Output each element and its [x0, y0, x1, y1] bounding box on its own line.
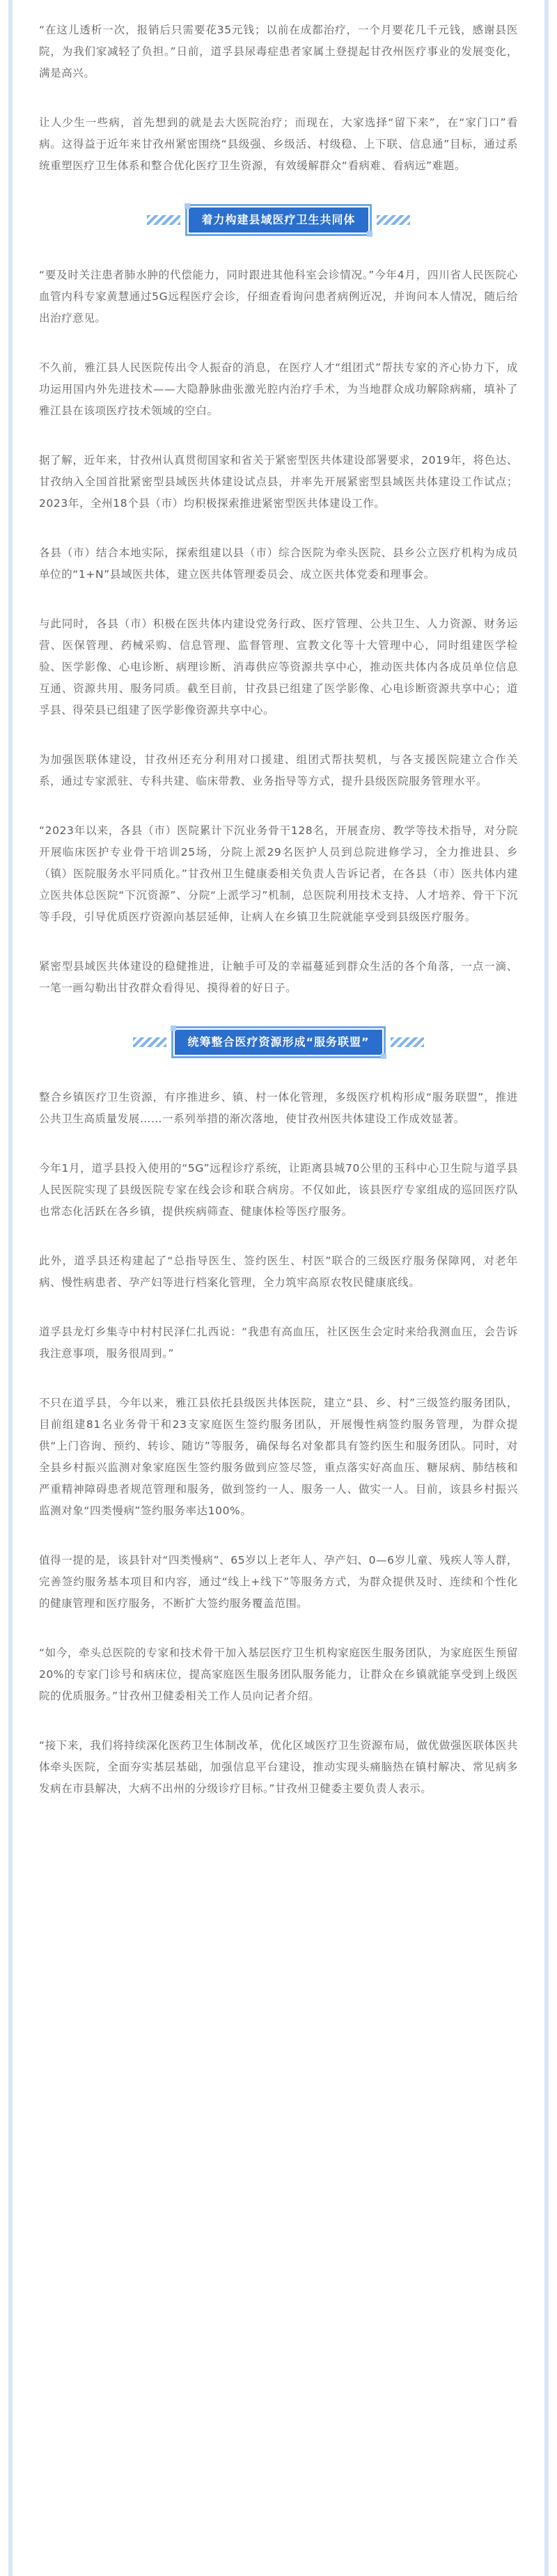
heading-decoration: [391, 1037, 424, 1047]
paragraph: “在这儿透析一次，报销后只需要花35元钱；以前在成都治疗，一个月要花几千元钱，感谢县医院，为我们家减轻了负担。”日前，道孚县尿毒症患者家属土登提起甘孜州医疗事业的发展变化，满是高兴。: [39, 24, 518, 79]
heading-corner: [381, 1053, 386, 1059]
paragraph: 今年1月，道孚县投入使用的“5G”远程诊疗系统，让距离县城70公里的玉科中心卫生院与道孚县人民医院实现了县级医院专家在线会诊和联合病房。不仅如此，该县医疗专家组成的巡回医疗队也常态化活跃在各乡镇，提供疾病筛查、健康体检等医疗服务。: [39, 1162, 518, 1218]
paragraph: 与此同时，各县（市）积极在医共体内建设党务行政、医疗管理、公共卫生、人力资源、财务运营、医保管理、药械采购、信息管理、监督管理、宣教文化等十大管理中心，同时组建医学检验、医学影像、心电诊断、病理诊断、消毒供应等资源共享中心，推动医共体内各成员单位信息互通、资源共用、服务同质。截至目前，甘孜县已组建了医学影像、心电诊断资源共享中心；道孚县、得荣县已组建了医学影像资源共享中心。: [39, 618, 518, 716]
paragraph: 据了解，近年来，甘孜州认真贯彻国家和省关于紧密型医共体建设部署要求，2019年，将色达、甘孜纳入全国首批紧密型县域医共体建设试点县，并率先开展紧密型县域医共体建设工作试点；2023年，全州18个县（市）均积极探索推进紧密型医共体建设工作。: [39, 454, 518, 510]
paragraph: 此外，道孚县还构建起了“总指导医生、签约医生、村医”联合的三级医疗服务保障网，对老年病、慢性病患者、孕产妇等进行档案化管理，全力筑牢高原农牧民健康底线。: [39, 1255, 518, 1289]
paragraph: 道孚县龙灯乡集寺中村村民泽仁扎西说：“我患有高血压，社区医生会定时来给我测血压，会告诉我注意事项，服务很周到。”: [39, 1326, 518, 1360]
paragraph: 值得一提的是，该县针对“四类慢病”、65岁以上老年人、孕产妇、0—6岁儿童、残疾人等人群，完善签约服务基本项目和内容，通过“线上+线下”等服务方式，为群众提供及时、连续和个性化的健康管理和医疗服务，不断扩大签约服务覆盖范围。: [39, 1554, 518, 1610]
section-heading-text: 统筹整合医疗资源形成“服务联盟”: [187, 1035, 370, 1049]
article-body: [39, 19, 518, 1828]
section-heading: [39, 1027, 518, 1058]
paragraph: “2023年以来，各县（市）医院累计下沉业务骨干128名，开展查房、教学等技术指导，对分院开展临床医护专业骨干培训25场，分院上派29名医护人员到总院进修学习，全力推进县、乡（镇）医院服务水平同质化。”甘孜州卫生健康委相关负责人告诉记者，在各县（市）医共体内建立医共体总医院“下沉资源”、分院“上派学习”机制，总医院利用技术支持、人才培养、骨干下沉等手段，引导优质医疗资源向基层延伸，让病人在乡镇卫生院就能享受到县级医疗服务。: [39, 824, 518, 923]
section-heading: [39, 205, 518, 235]
paragraph: “接下来，我们将持续深化医药卫生体制改革，优化区域医疗卫生资源布局，做优做强医联体医共体牵头医院，全面夯实基层基础，加强信息平台建设，推动实现头痛脑热在镇村解决、常见病多发病在市县解决，大病不出州的分级诊疗目标。”甘孜州卫健委主要负责人表示。: [39, 1739, 518, 1795]
section-heading-text: 着力构建县域医疗卫生共同体: [201, 213, 356, 226]
paragraph: 让人少生一些病，首先想到的就是去大医院治疗；而现在，大家选择“留下来”，在“家门口”看病。这得益于近年来甘孜州紧密围绕“县级强、乡级活、村级稳、上下联、信息通”目标，通过系统重塑医疗卫生体系和整合优化医疗卫生资源，有效缓解群众“看病难、看病远”难题。: [39, 116, 518, 172]
section-heading-label: [187, 206, 369, 234]
paragraph: “如今，牵头总医院的专家和技术骨干加入基层医疗卫生机构家庭医生服务团队，为家庭医生预留20%的专家门诊号和病床位，提高家庭医生服务团队服务能力，让群众在乡镇就能享受到上级医院的优质服务。”甘孜州卫健委相关工作人员向记者介绍。: [39, 1647, 518, 1702]
heading-decoration: [377, 215, 410, 225]
paragraph: 整合乡镇医疗卫生资源，有序推进乡、镇、村一体化管理，多级医疗机构形成“服务联盟”，推进公共卫生高质量发展……一系列举措的渐次落地，使甘孜州医共体建设工作成效显著。: [39, 1091, 518, 1125]
paragraph: 为加强医联体建设，甘孜州还充分利用对口援建、组团式帮扶契机，与各支援医院建立合作关系，通过专家派驻、专科共建、临床带教、业务指导等方式，提升县级医院服务管理水平。: [39, 753, 518, 787]
heading-decoration: [133, 1037, 166, 1047]
paragraph: 紧密型县域医共体建设的稳健推进，让触手可及的幸福蔓延到群众生活的各个角落，一点一滴、一笔一画勾勒出甘孜群众看得见、摸得着的好日子。: [39, 960, 518, 994]
heading-corner: [185, 203, 190, 209]
section-heading-label: [173, 1028, 383, 1056]
heading-corner: [171, 1026, 176, 1031]
paragraph: “要及时关注患者肺水肿的代偿能力，同时跟进其他科室会诊情况。”今年4月，四川省人民医院心血管内科专家黄慧通过5G远程医疗会诊，仔细查看询问患者病例近况，并询问本人情况，随后给出治疗意见。: [39, 269, 518, 324]
paragraph: 不只在道孚县，今年以来，雅江县依托县级医共体医院，建立“县、乡、村”三级签约服务团队，目前组建81名业务骨干和23支家庭医生签约服务团队，开展慢性病签约服务管理，为群众提供“上门咨询、预约、转诊、随访”等服务，确保每名对象都具有签约医生和服务团队。同时，对全县乡村振兴监测对象家庭医生签约服务做到应签尽签，重点落实好高血压、糖尿病、肺结核和严重精神障碍患者规范管理和服务，做到签约一人、服务一人、做实一人。目前，该县乡村振兴监测对象“四类慢病”签约服务率达100%。: [39, 1397, 518, 1517]
paragraph: 不久前，雅江县人民医院传出令人振奋的消息，在医疗人才“组团式”帮扶专家的齐心协力下，成功运用国内外先进技术——大隐静脉曲张激光腔内治疗手术，为当地群众成功解除病痛，填补了雅江县在该项医疗技术领域的空白。: [39, 361, 518, 417]
paragraph: 各县（市）结合本地实际，探索组建以县（市）综合医院为牵头医院、县乡公立医疗机构为成员单位的“1+N”县域医共体，建立医共体管理委员会、成立医共体党委和理事会。: [39, 547, 518, 581]
section-heading-band: [133, 1030, 423, 1055]
section-heading-band: [147, 207, 409, 233]
heading-corner: [367, 231, 372, 237]
heading-decoration: [147, 215, 180, 225]
